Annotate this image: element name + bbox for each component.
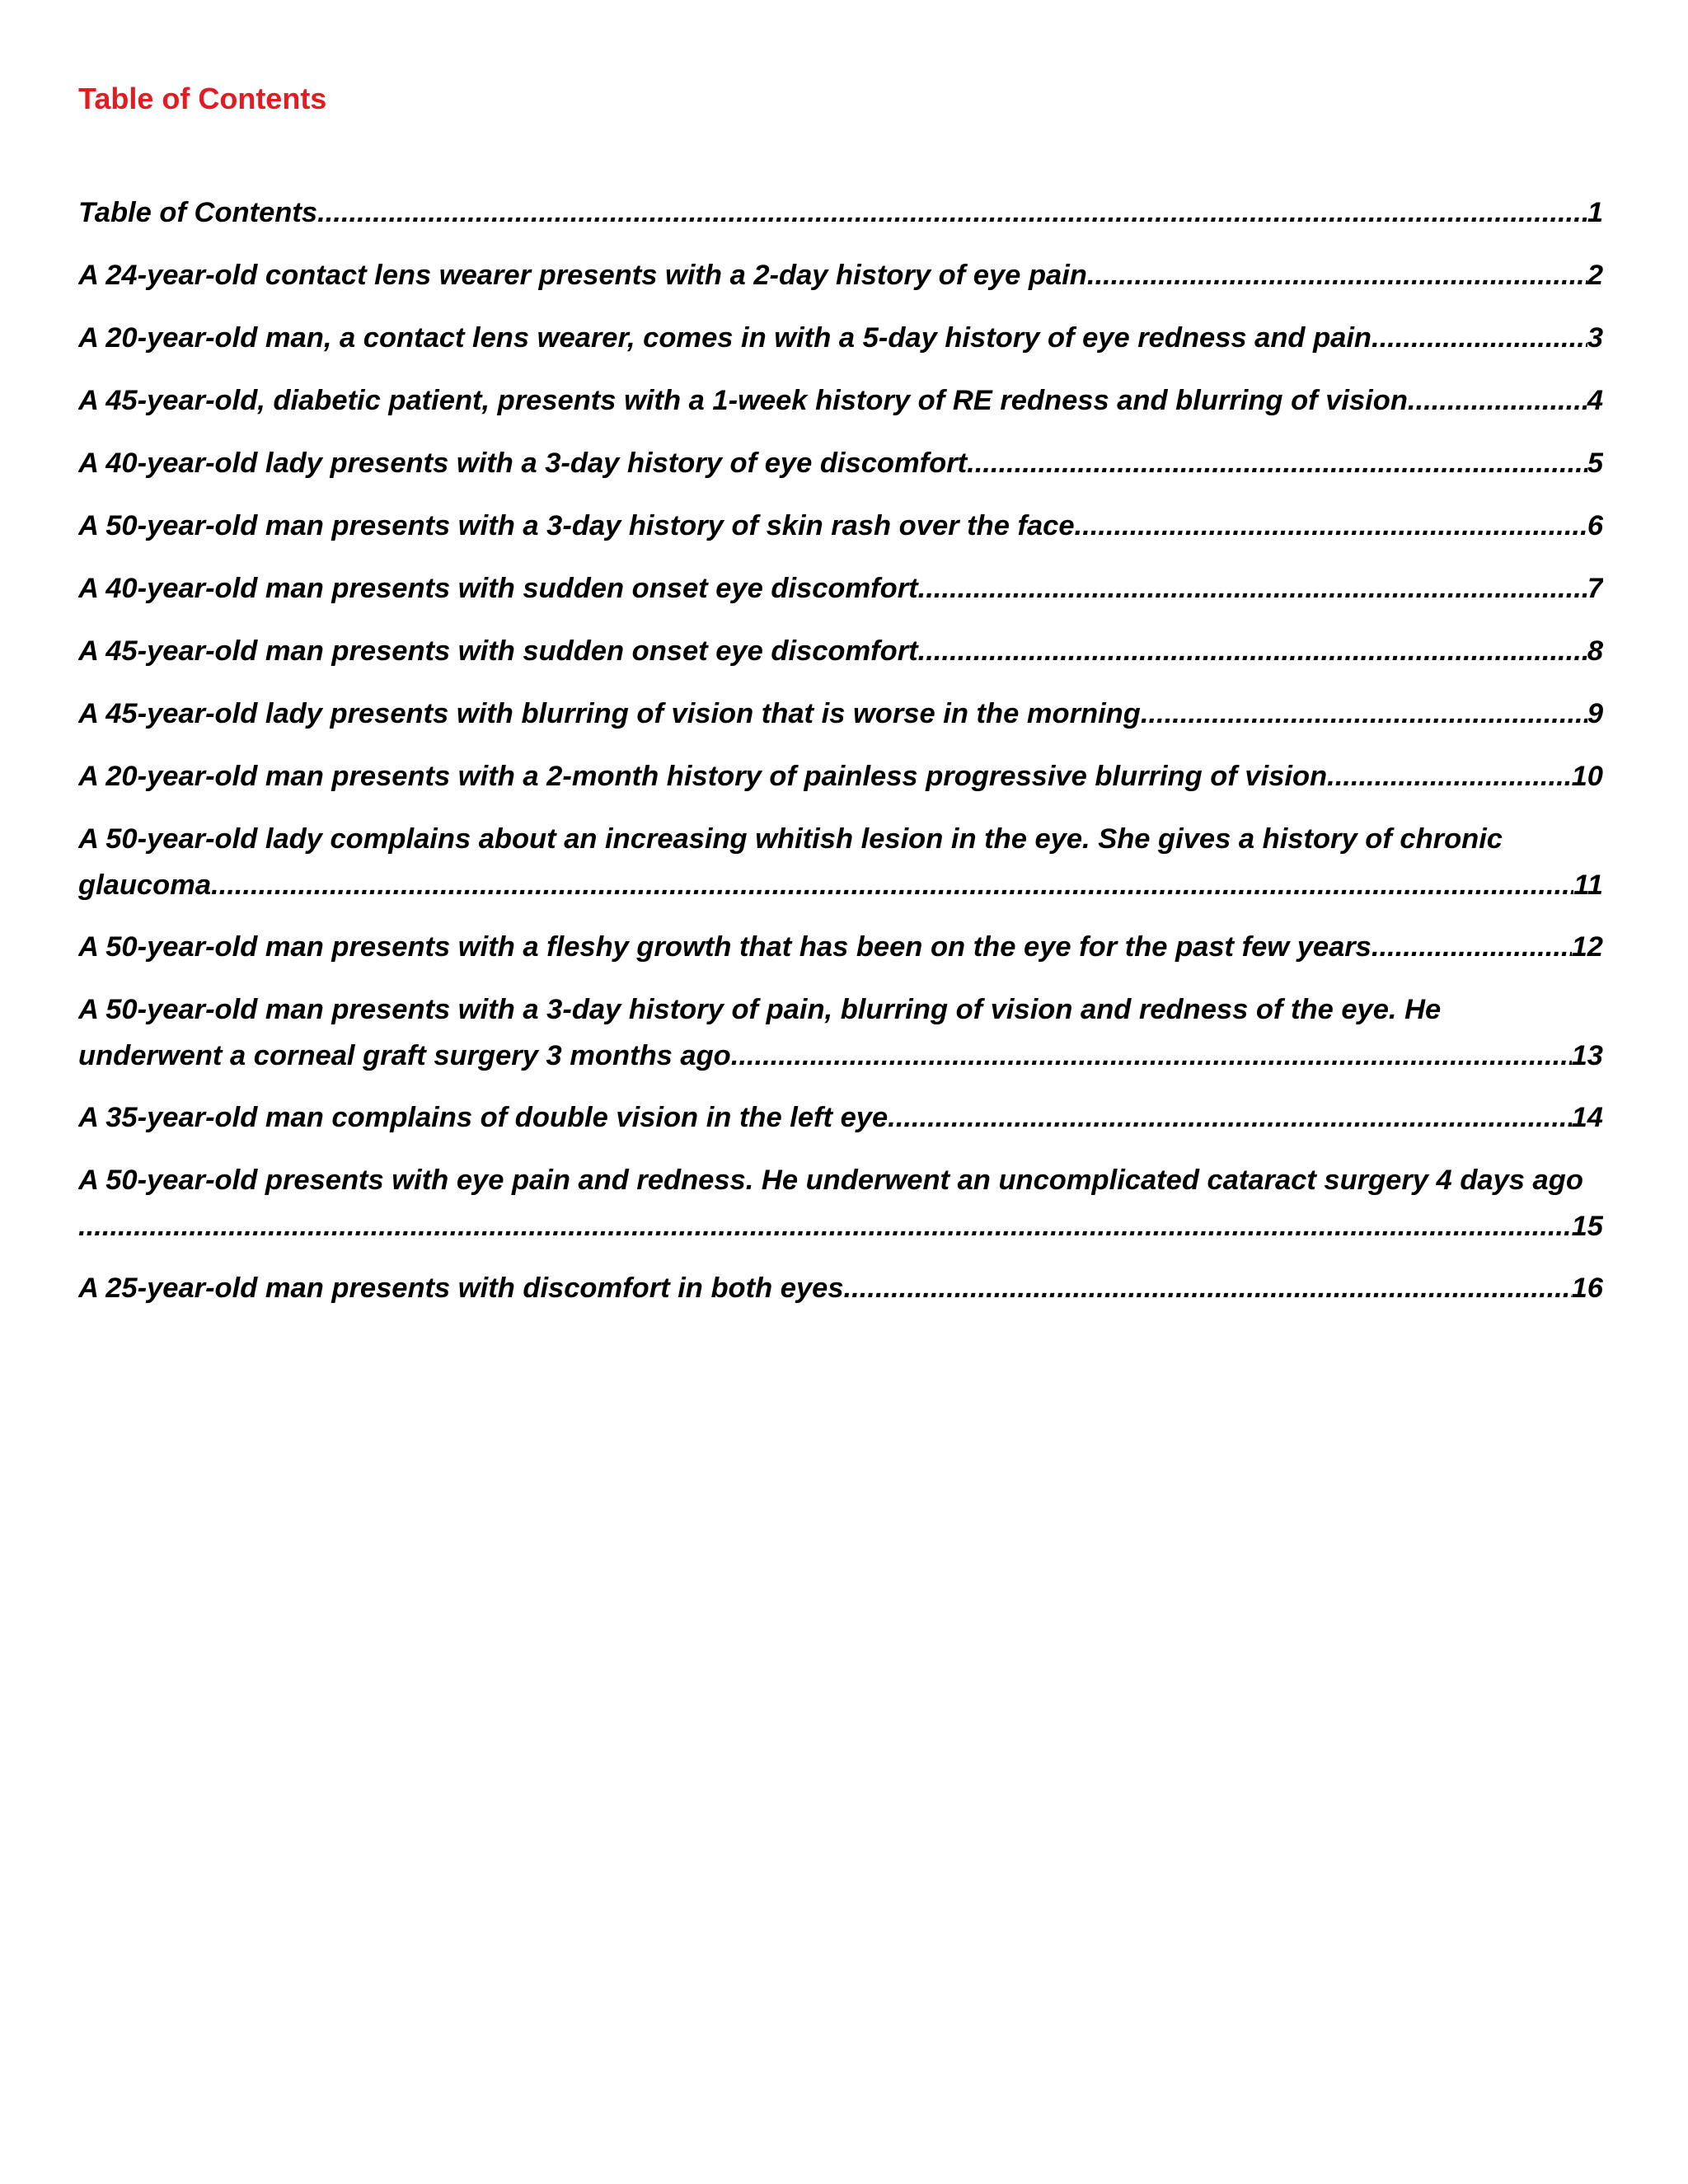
- toc-entry-title: A 50-year-old man presents with a 3-day history of skin rash over the face: [78, 510, 1075, 541]
- page-title: Table of Contents: [78, 82, 327, 115]
- toc-page-number: 8: [1587, 635, 1603, 667]
- toc-leader-dots: [317, 190, 1587, 237]
- toc-page-number: 16: [1571, 1272, 1603, 1304]
- toc-leader-dots: [1372, 315, 1587, 362]
- toc-leader-dots: [967, 440, 1587, 487]
- toc-entry[interactable]: [78, 440, 1603, 487]
- toc-entry-title-line1: A 50-year-old presents with eye pain and redness. He underwent an uncomplicated cataract surgery 4 days ago: [78, 1165, 1583, 1196]
- toc-entry-title-line1: A 50-year-old lady complains about an increasing whitish lesion in the eye. She gives a history of chronic: [78, 823, 1503, 855]
- toc-entry-title: A 45-year-old lady presents with blurring of vision that is worse in the morning: [78, 698, 1141, 729]
- toc-leader-dots: [918, 565, 1587, 612]
- toc-list: [78, 190, 1603, 1328]
- toc-page-number: 3: [1587, 322, 1603, 354]
- toc-leader-dots: [1372, 924, 1572, 971]
- toc-entry[interactable]: [78, 987, 1603, 1079]
- toc-entry[interactable]: [78, 924, 1603, 971]
- toc-page-number: 13: [1571, 1040, 1603, 1071]
- toc-page-number: 4: [1587, 385, 1603, 416]
- toc-leader-dots: [78, 1203, 1572, 1249]
- toc-entry[interactable]: [78, 691, 1603, 738]
- toc-entry[interactable]: [78, 628, 1603, 675]
- toc-leader-dots: [211, 862, 1573, 908]
- toc-entry-title: A 35-year-old man complains of double vision in the left eye: [78, 1102, 889, 1133]
- toc-page-number: 12: [1571, 931, 1603, 963]
- toc-entry[interactable]: [78, 377, 1603, 424]
- toc-leader-dots: [731, 1033, 1572, 1079]
- toc-entry-title: A 20-year-old man presents with a 2-month history of painless progressive blurring of vision: [78, 761, 1328, 792]
- toc-entry-title-line2: underwent a corneal graft surgery 3 months ago: [78, 1040, 731, 1071]
- toc-entry-title-line1: A 50-year-old man presents with a 3-day history of pain, blurring of vision and redness of the eye. He: [78, 994, 1442, 1025]
- toc-page-number: 5: [1587, 448, 1603, 479]
- toc-leader-dots: [888, 1094, 1571, 1141]
- toc-page-number: 2: [1587, 260, 1603, 291]
- toc-leader-dots: [1408, 377, 1587, 424]
- toc-entry-title: Table of Contents: [78, 197, 318, 228]
- toc-entry-title: A 45-year-old, diabetic patient, presents with a 1-week history of RE redness and blurring of vision: [78, 385, 1408, 416]
- toc-leader-dots: [1327, 753, 1572, 800]
- toc-entry[interactable]: [78, 252, 1603, 299]
- toc-page-number: 6: [1587, 510, 1603, 541]
- toc-page-number: 14: [1571, 1102, 1603, 1133]
- toc-entry-title: A 45-year-old man presents with sudden onset eye discomfort: [78, 635, 918, 667]
- toc-page-number: 15: [1571, 1211, 1603, 1242]
- toc-entry-title-line2: glaucoma: [78, 869, 212, 901]
- toc-entry[interactable]: [78, 315, 1603, 362]
- toc-page-number: 7: [1587, 573, 1603, 604]
- toc-leader-dots: [1141, 691, 1587, 738]
- toc-leader-dots: [1087, 252, 1587, 299]
- toc-leader-dots: [918, 628, 1587, 675]
- toc-entry[interactable]: [78, 1094, 1603, 1141]
- toc-entry-title: A 20-year-old man, a contact lens wearer, comes in with a 5-day history of eye redness and pain: [78, 322, 1372, 354]
- toc-leader-dots: [1075, 503, 1587, 550]
- toc-page-number: 10: [1571, 761, 1603, 792]
- toc-entry[interactable]: [78, 753, 1603, 800]
- toc-entry[interactable]: [78, 1157, 1603, 1249]
- toc-page-number: 9: [1587, 698, 1603, 729]
- toc-leader-dots: [844, 1265, 1572, 1312]
- toc-entry-title: A 24-year-old contact lens wearer presents with a 2-day history of eye pain: [78, 260, 1087, 291]
- toc-entry-title: A 50-year-old man presents with a fleshy growth that has been on the eye for the past few years: [78, 931, 1372, 963]
- toc-entry[interactable]: [78, 565, 1603, 612]
- toc-entry-title: A 25-year-old man presents with discomfort in both eyes: [78, 1272, 844, 1304]
- toc-page-number: 11: [1573, 869, 1603, 901]
- toc-entry[interactable]: [78, 816, 1603, 908]
- toc-entry[interactable]: [78, 503, 1603, 550]
- toc-page-number: 1: [1587, 197, 1603, 228]
- toc-entry[interactable]: [78, 190, 1603, 237]
- toc-entry[interactable]: [78, 1265, 1603, 1312]
- toc-entry-title: A 40-year-old man presents with sudden onset eye discomfort: [78, 573, 918, 604]
- toc-entry-title: A 40-year-old lady presents with a 3-day history of eye discomfort: [78, 448, 968, 479]
